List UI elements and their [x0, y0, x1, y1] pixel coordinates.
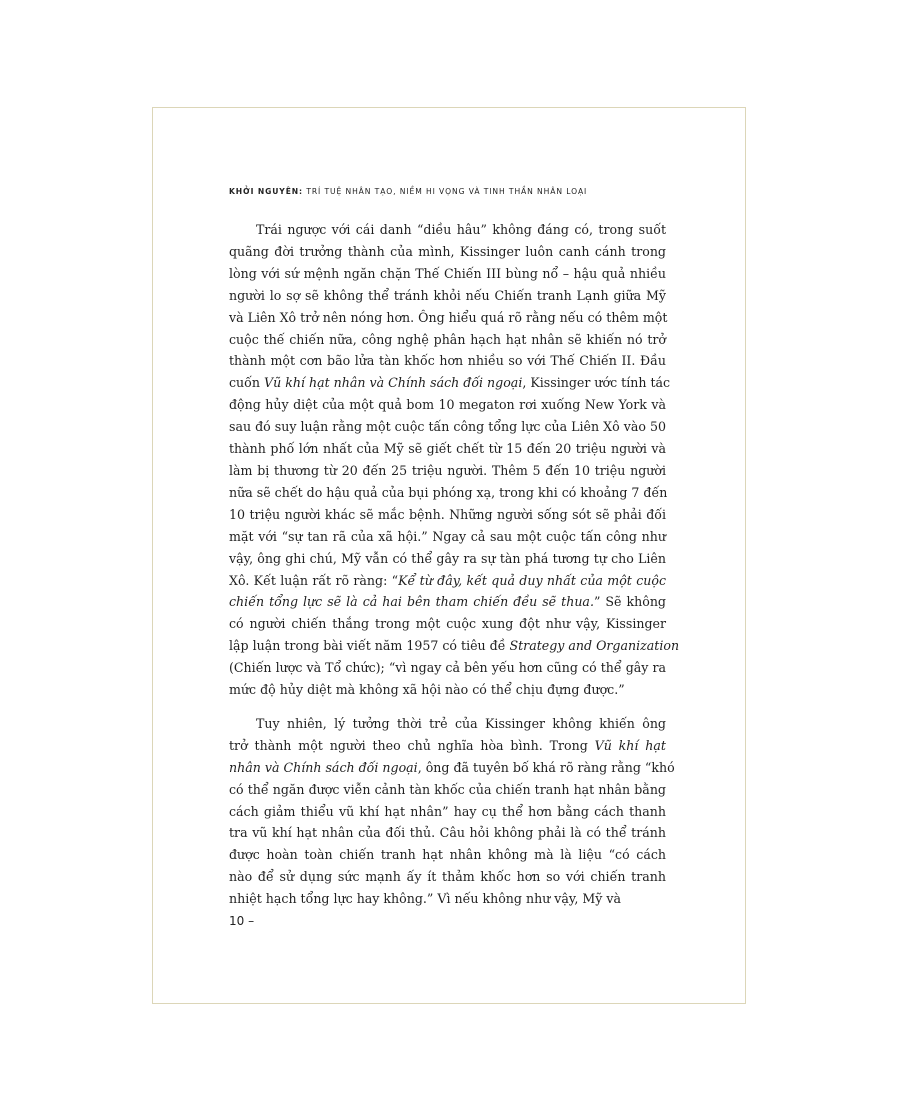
- paragraph: [229, 219, 680, 701]
- text-line: cuốn Vũ khí hạt nhân và Chính sách đối ngoại, Kissinger ước tính tác: [229, 375, 671, 391]
- text-line: làm bị thương từ 20 đến 25 triệu người. Thêm 5 đến 10 triệu người: [229, 462, 666, 478]
- text-line: mức độ hủy diệt mà không xã hội nào có thể chịu đựng được.”: [229, 682, 625, 698]
- text-line: quãng đời trưởng thành của mình, Kissinger luôn canh cánh trong: [229, 243, 666, 259]
- paragraph: [229, 713, 675, 910]
- text-line: người lo sợ sẽ không thể tránh khỏi nếu Chiến tranh Lạnh giữa Mỹ: [229, 287, 666, 303]
- text-line: thành một cơn bão lửa tàn khốc hơn nhiều so với Thế Chiến II. Đầu: [229, 353, 666, 369]
- text-line: nào để sử dụng sức mạnh ấy ít thảm khốc hơn so với chiến tranh: [229, 869, 666, 885]
- text-line: 10 triệu người khác sẽ mắc bệnh. Những người sống sót sẽ phải đối: [229, 506, 666, 522]
- body-text: [229, 219, 680, 910]
- text-line: cách giảm thiểu vũ khí hạt nhân” hay cụ thể hơn bằng cách thanh: [229, 803, 666, 819]
- text-line: mặt với “sự tan rã của xã hội.” Ngay cả sau một cuộc tấn công như: [229, 528, 666, 544]
- text-line: tra vũ khí hạt nhân của đối thủ. Câu hỏi không phải là có thể tránh: [229, 825, 666, 841]
- text-line: nhân và Chính sách đối ngoại, ông đã tuyên bố khá rõ ràng rằng “khó: [229, 759, 675, 775]
- text-line: thành phố lớn nhất của Mỹ sẽ giết chết từ 15 đến 20 triệu người và: [229, 441, 666, 457]
- text-line: vậy, ông ghi chú, Mỹ vẫn có thể gây ra sự tàn phá tương tự cho Liên: [229, 550, 666, 566]
- running-head-title-rest: TRÍ TUỆ NHÂN TẠO, NIỀM HI VỌNG VÀ TINH THẦN NHÂN LOẠI: [306, 187, 588, 196]
- text-line: nhiệt hạch tổng lực hay không.” Vì nếu không như vậy, Mỹ và: [229, 891, 622, 907]
- page-number: 10 –: [229, 914, 255, 928]
- running-head-title-bold: KHỞI NGUYÊN:: [229, 187, 303, 196]
- text-line: có người chiến thắng trong một cuộc xung đột như vậy, Kissinger: [229, 616, 666, 632]
- text-line: cuộc thế chiến nữa, công nghệ phân hạch hạt nhân sẽ khiến nó trở: [229, 331, 666, 347]
- running-head: [229, 187, 669, 196]
- text-line: Xô. Kết luận rất rõ ràng: “Kể từ đây, kết quả duy nhất của một cuộc: [229, 572, 667, 588]
- text-line: được hoàn toàn chiến tranh hạt nhân không mà là liệu “có cách: [229, 847, 666, 863]
- text-line: động hủy diệt của một quả bom 10 megaton rơi xuống New York và: [229, 397, 666, 413]
- text-line: chiến tổng lực sẽ là cả hai bên tham chiến đều sẽ thua.” Sẽ không: [229, 594, 666, 610]
- text-line: trở thành một người theo chủ nghĩa hòa bình. Trong Vũ khí hạt: [229, 737, 666, 753]
- text-line: (Chiến lược và Tổ chức); “vì ngay cả bên yếu hơn cũng có thể gây ra: [229, 660, 666, 676]
- text-line: lập luận trong bài viết năm 1957 có tiêu đề Strategy and Organization: [229, 638, 680, 654]
- text-line: Tuy nhiên, lý tưởng thời trẻ của Kissinger không khiến ông: [256, 715, 666, 731]
- text-line: có thể ngăn được viễn cảnh tàn khốc của chiến tranh hạt nhân bằng: [229, 781, 666, 797]
- book-page: [152, 107, 746, 1004]
- text-line: và Liên Xô trở nên nóng hơn. Ông hiểu quá rõ rằng nếu có thêm một: [229, 309, 668, 325]
- text-line: lòng với sứ mệnh ngăn chặn Thế Chiến III bùng nổ – hậu quả nhiều: [229, 265, 666, 281]
- text-line: nữa sẽ chết do hậu quả của bụi phóng xạ, trong khi có khoảng 7 đến: [229, 484, 668, 500]
- text-line: Trái ngược với cái danh “diều hâu” không đáng có, trong suốt: [256, 222, 666, 237]
- text-line: sau đó suy luận rằng một cuộc tấn công tổng lực của Liên Xô vào 50: [229, 419, 666, 435]
